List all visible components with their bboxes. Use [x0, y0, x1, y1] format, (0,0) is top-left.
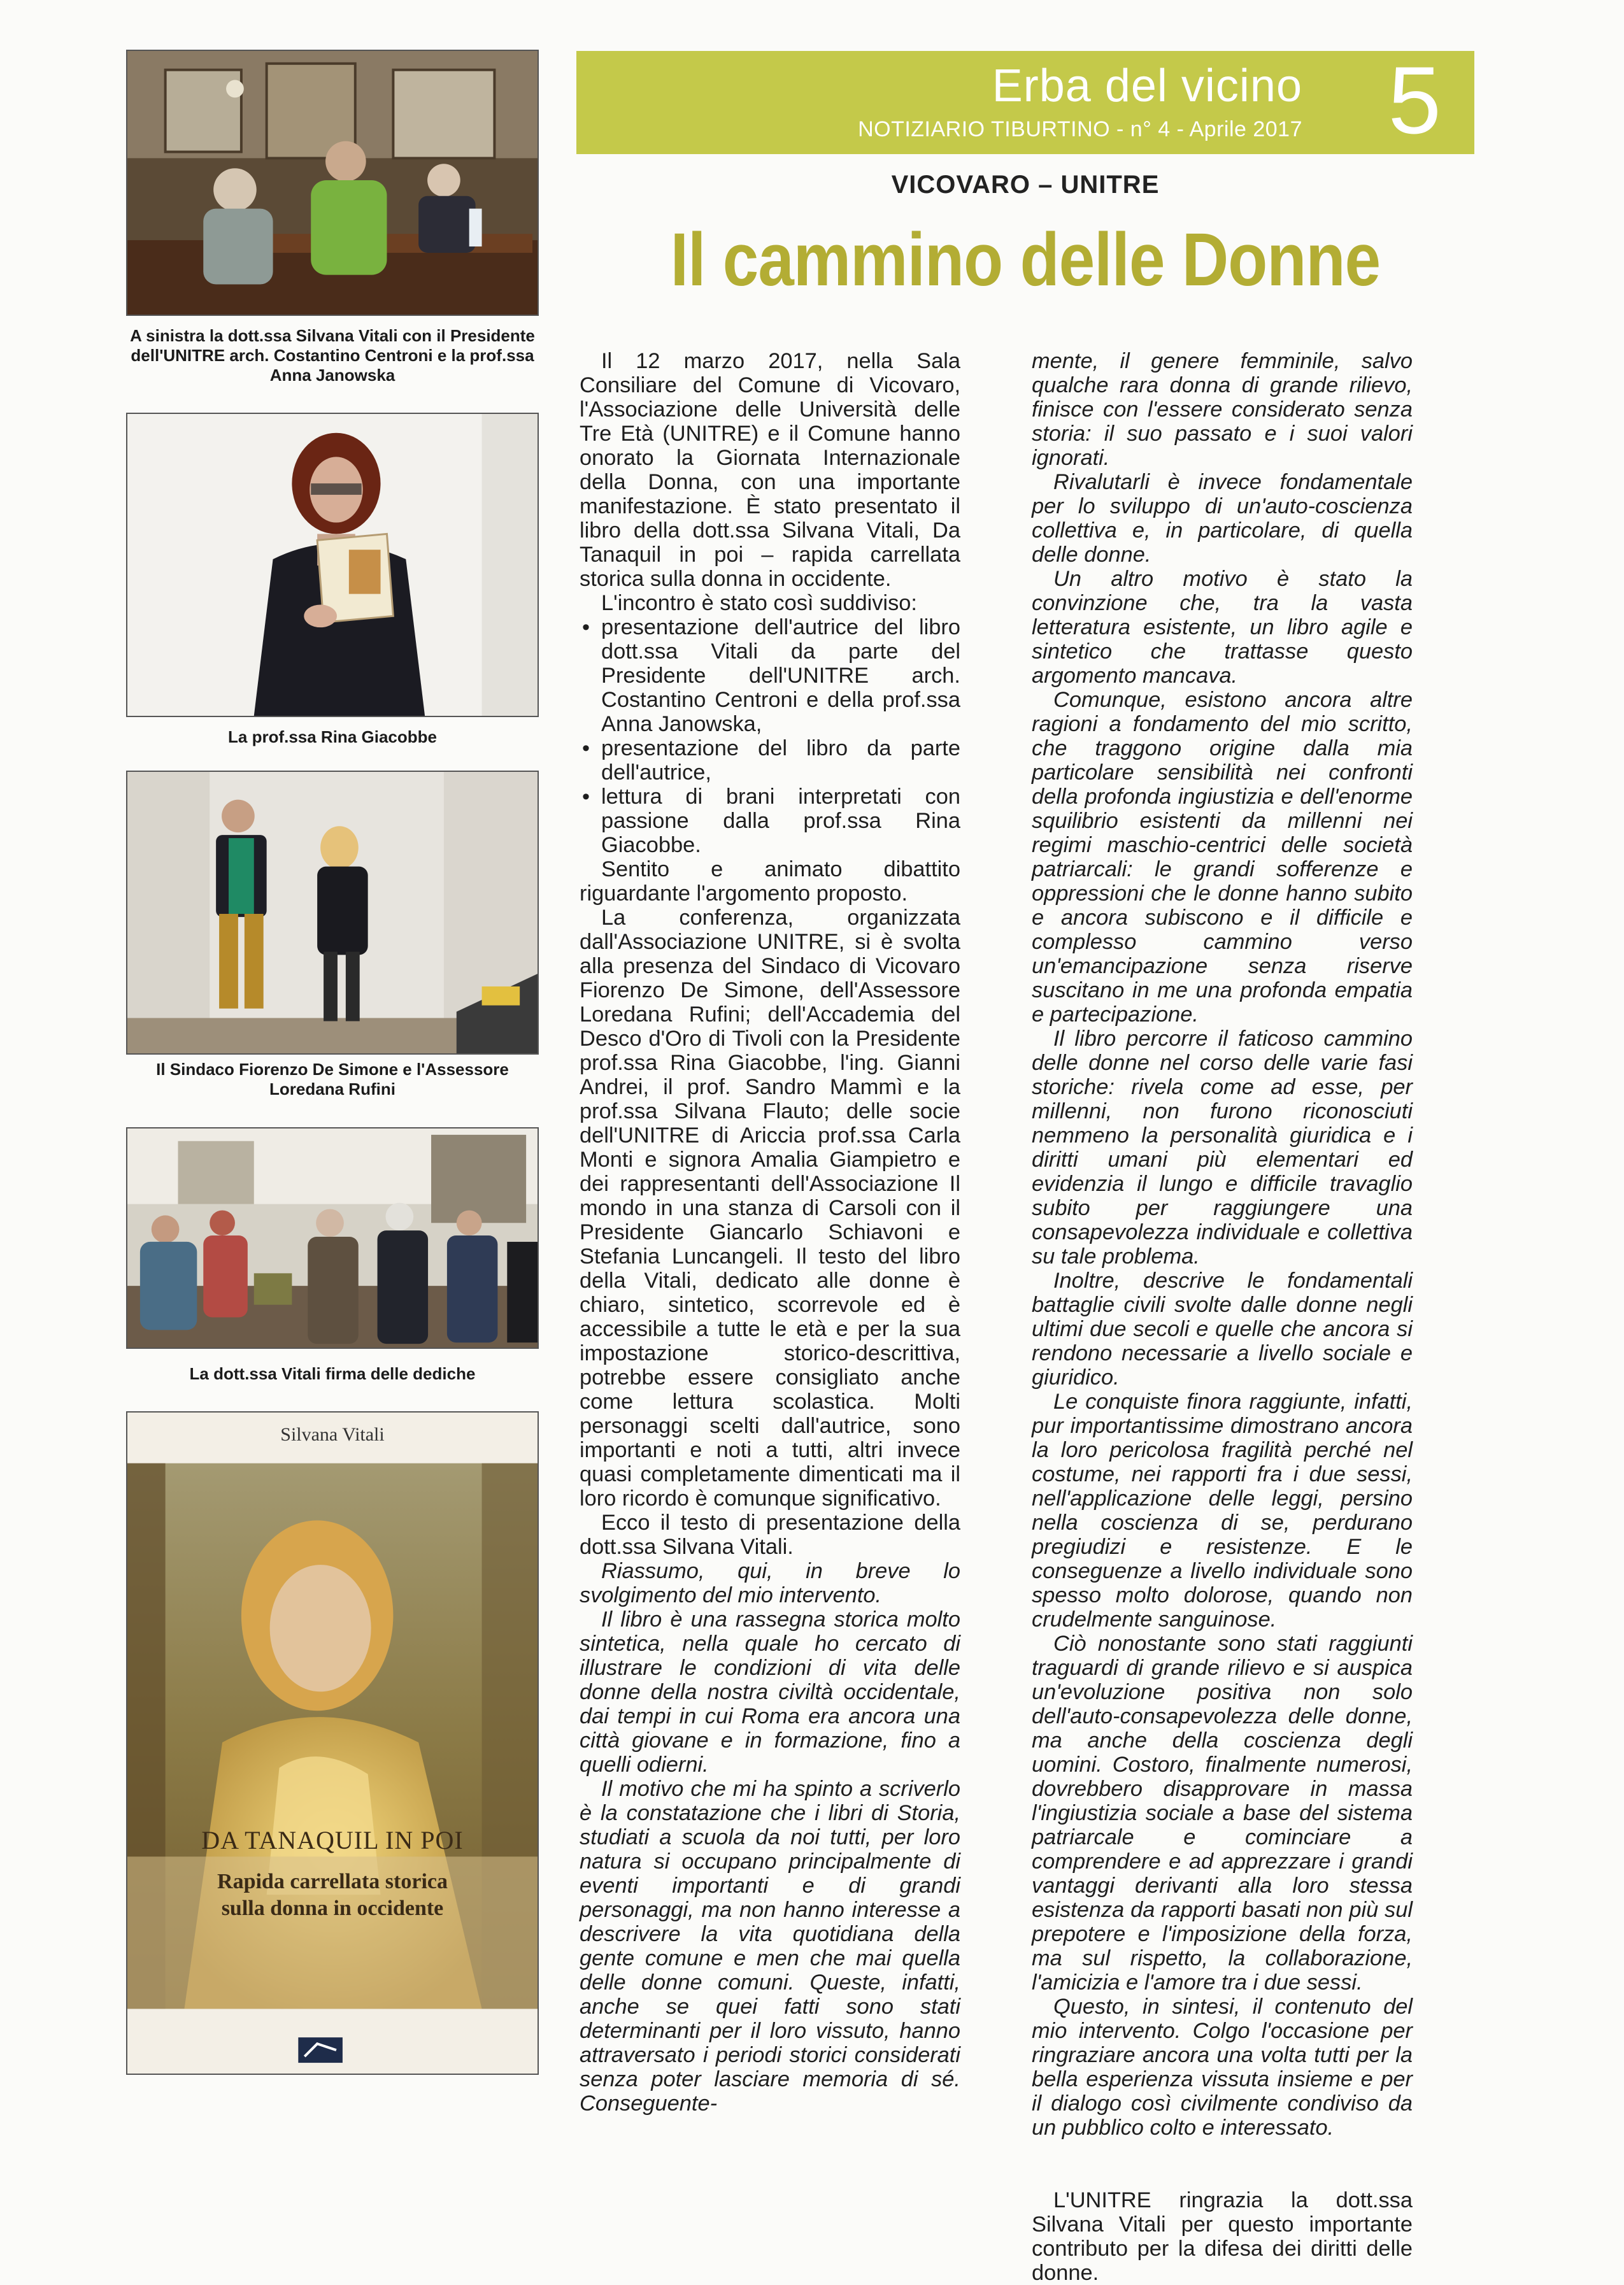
list-item: • lettura di brani interpretati con passione dalla prof.ssa Rina Giacobbe. — [601, 785, 960, 857]
photo-caption-2: La prof.ssa Rina Giacobbe — [228, 727, 437, 746]
closing-paragraph: L'UNITRE ringrazia la dott.ssa Silvana Vitali per questo importante contributo per la difesa dei diritti delle donne. — [1032, 2188, 1413, 2285]
speech-quote-continued — [1032, 349, 1413, 2140]
article-kicker: VICOVARO – UNITRE — [891, 171, 1160, 199]
section-header-band — [576, 46, 1474, 154]
paragraph: Il libro è una rassegna storica molto sintetica, nella quale ho cercato di illustrare le condizioni di vita delle donne della nostra civiltà occidentale, dai tempi in cui Roma era ancora una città giovane e in formazione, fino a quelli odierni. — [580, 1607, 960, 1777]
book-author: Silvana Vitali — [280, 1424, 385, 1445]
section-title: Erba del vicino — [992, 61, 1302, 111]
book-title: DA TANAQUIL IN POI — [201, 1826, 464, 1854]
paragraph: Il motivo che mi ha spinto a scriverlo è la constatazione che i libri di Storia, studiati a scuola da noi tutti, per loro natura si occupano principalmente di eventi importanti e di grandi personaggi, ma non hanno interesse a descrivere la vita quotidiana della gente comune e men che mai quella delle donne comuni. Queste, infatti, anche se quei fatti sono stati determinanti per il loro vissuto, hanno attraversato i periodi storici considerati senza poter lasciare memoria di sé. Conseguente- — [580, 1777, 960, 2116]
paragraph: La conferenza, organizzata dall'Associazione UNITRE, si è svolta alla presenza del Sindaco di Vicovaro Fiorenzo De Simone, dell'Assessore Loredana Rufini; dell'Accademia del Desco d'Oro di Tivoli con la Presidente prof.ssa Rina Giacobbe, l'ing. Gianni Andrei, il prof. Sandro Mammì e la prof.ssa Silvana Flauto; delle socie dell'UNITRE di Ariccia prof.ssa Carla Monti e signora Amalia Giampietro e dei rappresentanti dell'Associazione Il mondo in una stanza di Carsoli con il Presidente Giancarlo Schiavoni e Stefania Luncangeli. Il testo del libro della Vitali, dedicato alle donne è chiaro, sintetico, scorrevole ed è accessibile a tutte le età e per la sua impostazione storico-descrittiva, potrebbe essere consigliato anche come lettura scolastica. Molti personaggi scelti dall'autrice, sono importanti e noti a tutti, altri invece quasi completamente dimenticati ma il loro ricordo è comunque significativo. — [580, 906, 960, 1511]
photo-caption-1: A sinistra la dott.ssa Silvana Vitali con il Presidente dell'UNITRE arch. Costantino Centroni e la prof.ssa Anna Janowska — [130, 326, 535, 385]
photo-speakers-table — [126, 50, 539, 316]
paragraph: L'incontro è stato così suddiviso: — [601, 591, 917, 615]
paragraph: Comunque, esistono ancora altre ragioni a fondamento del mio scritto, che traggono origine dalla mia particolare sensibilità nei confronti della profonda ingiustizia e dell'enorme squilibrio esistenti da millenni nei regimi maschio-centrici delle società patriarcali: le grandi sofferenze e oppressioni che le donne hanno subito e ancora subiscono e il difficile e complesso cammino verso un'emancipazione senza riserve suscitano in me una profonda empatia e partecipazione. — [1032, 688, 1413, 1027]
book-cover — [126, 1411, 539, 2075]
article-column-1 — [580, 349, 960, 2116]
photo-caption-4: La dott.ssa Vitali firma delle dediche — [189, 1364, 476, 1383]
photo-reader — [126, 413, 539, 717]
paragraph: Ecco il testo di presentazione della dott.ssa Silvana Vitali. — [580, 1511, 960, 1559]
paragraph: Il libro percorre il faticoso cammino delle donne nel corso delle varie fasi storiche: rivela come ad esse, per millenni, non furono riconosciuti nemmeno la personalità giuridica e i diritti umani più elementari ed evidenzia il lungo e difficile travaglio subito per raggiungere una consapevolezza individuale e collettiva su tale problema. — [1032, 1027, 1413, 1269]
paragraph: Ciò nonostante sono stati raggiunti traguardi di grande rilievo e si auspica un'evoluzione positiva non solo dell'auto-consapevolezza delle donne, ma anche della coscienza degli uomini. Costoro, finalmente numerosi, dovrebbero disapprovare in massa l'ingiustizia sociale a base del sistema patriarcale e cominciare a comprendere e ad apprezzare i grandi vantaggi derivanti alla loro stessa esistenza da rapporti basati non più sul prepotere e l'imposizione della forza, ma sul rispetto, la collaborazione, l'amicizia e l'amore tra i due sessi. — [1032, 1632, 1413, 1995]
speech-quote — [580, 1559, 960, 2116]
issue-line: NOTIZIARIO TIBURTINO - n° 4 - Aprile 2017 — [858, 117, 1302, 141]
agenda-list — [580, 615, 960, 857]
article-headline: Il cammino delle Donne — [670, 218, 1381, 302]
book-subtitle-line-1: Rapida carrellata storica — [217, 1870, 448, 1893]
paragraph: Inoltre, descrive le fondamentali battaglie civili svolte dalle donne negli ultimi due secoli e quelle che ancora si rendono necessarie a livello sociale e giuridico. — [1032, 1269, 1413, 1390]
paragraph: Il 12 marzo 2017, nella Sala Consiliare del Comune di Vicovaro, l'Associazione delle Università delle Tre Età (UNITRE) e il Comune hanno onorato la Giornata Internazionale della Donna, con una importante manifestazione. È stato presentato il libro della dott.ssa Silvana Vitali, Da Tanaquil in poi – rapida carrellata storica sulla donna in occidente. — [580, 349, 960, 591]
paragraph: mente, il genere femminile, salvo qualche rara donna di grande rilievo, finisce con l'essere considerato senza storia: il suo passato e i suoi valori ignorati. — [1032, 349, 1413, 470]
page-number: 5 — [1388, 46, 1441, 153]
paragraph: Le conquiste finora raggiunte, infatti, pur importantissime dimostrano ancora la loro pericolosa fragilità perché nel costume, nei rapporti fra i due sessi, nell'applicazione delle leggi, persino nella coscienza di se, perdurano pregiudizi e resistenze. E le conseguenze a livello individuale sono spesso molto dolorose, quando non crudelmente sanguinose. — [1032, 1390, 1413, 1632]
list-item: • presentazione del libro da parte dell'autrice, — [601, 736, 960, 785]
paragraph: Questo, in sintesi, il contenuto del mio intervento. Colgo l'occasione per ringraziare ancora una volta tutti per la bella esperienza vissuta insieme e per il dialogo così civilmente condiviso da un pubblico colto e interessato. — [1032, 1995, 1413, 2140]
photo-mayor-assessor — [126, 771, 539, 1055]
paragraph: Riassumo, qui, in breve lo svolgimento del mio intervento. — [580, 1559, 960, 1607]
paragraph: Un altro motivo è stato la convinzione che, tra la vasta letteratura esistente, un libro agile e sintetico che trattasse questo argomento mancava. — [1032, 567, 1413, 688]
photo-book-signing — [126, 1127, 539, 1349]
paragraph: Rivalutarli è invece fondamentale per lo sviluppo di un'auto-coscienza collettiva e, in particolare, di quella delle donne. — [1032, 470, 1413, 567]
book-subtitle-line-2: sulla donna in occidente — [221, 1897, 444, 1920]
paragraph: Sentito e animato dibattito riguardante l'argomento proposto. — [580, 857, 960, 906]
article-column-2 — [1032, 349, 1413, 2285]
photo-caption-3: Il Sindaco Fiorenzo De Simone e l'Assessore Loredana Rufini — [156, 1060, 509, 1099]
list-item: • presentazione dell'autrice del libro dott.ssa Vitali da parte del Presidente dell'UNITRE arch. Costantino Centroni e della prof.ssa Anna Janowska, — [601, 615, 960, 736]
